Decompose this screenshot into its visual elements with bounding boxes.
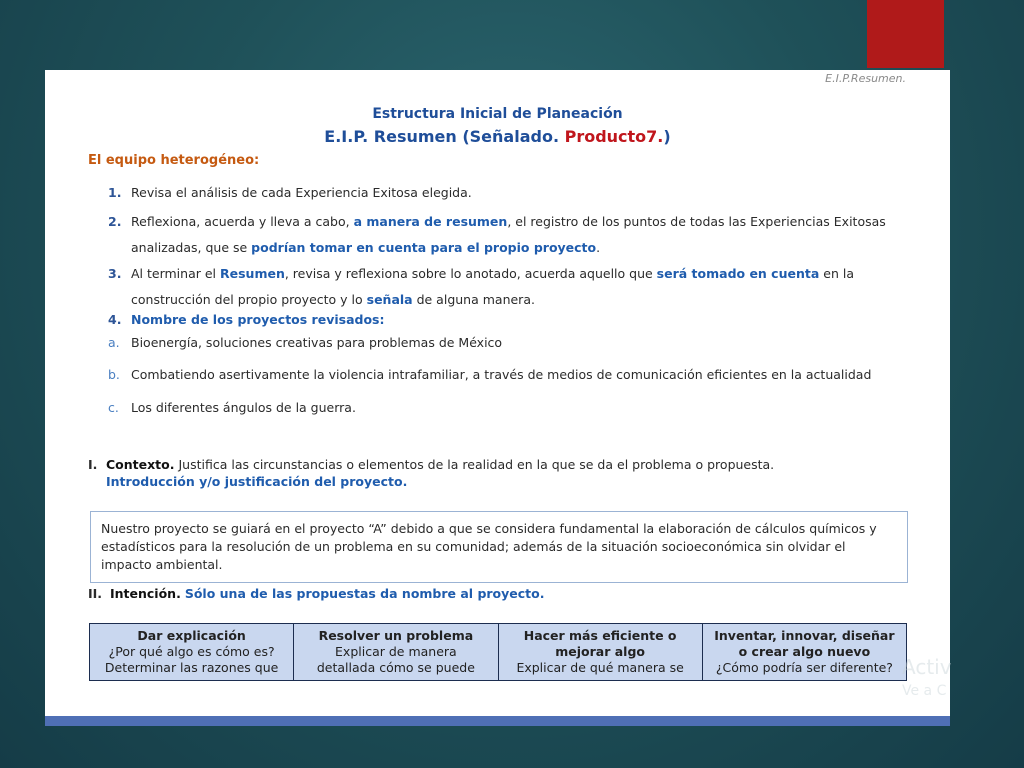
cell-heading: Hacer más eficiente o mejorar algo: [523, 628, 677, 659]
list-number: 1.: [108, 185, 122, 200]
cell-text: ¿Cómo podría ser diferente?: [715, 660, 893, 675]
list-item-4: [108, 312, 908, 327]
list-text: , revisa y reflexiona sobre lo anotado, acuerda aquello que: [284, 266, 657, 281]
highlight-text: podrían tomar en cuenta para el propio proyecto: [251, 240, 597, 255]
list-text: Al terminar el: [131, 266, 220, 281]
list-text: , el registro de los puntos de todas las Experiencias Exitosas: [507, 214, 886, 229]
section-subtitle: Introducción y/o justificación del proyecto.: [106, 474, 408, 489]
table-row: [90, 624, 907, 681]
document-subtitle: [45, 127, 950, 146]
cell-heading: Inventar, innovar, diseñar o crear algo nuevo: [714, 628, 895, 659]
section-text: Justifica las circunstancias o elementos de la realidad en la que se da el problema o propuesta.: [174, 457, 775, 472]
section-subtitle: Sólo una de las propuestas da nombre al proyecto.: [184, 586, 545, 601]
sub-item-a: [108, 335, 908, 350]
sub-item-c: [108, 400, 908, 415]
cell-text: Determinar las razones que: [104, 660, 279, 675]
document-bottom-bar: [45, 716, 950, 726]
list-text: .: [596, 240, 601, 255]
sub-item-b: [108, 367, 908, 382]
cell-text: ¿Por qué algo es cómo es?: [108, 644, 275, 659]
cell-heading: Resolver un problema: [318, 628, 474, 643]
list-text: construcción del propio proyecto y lo: [131, 292, 367, 307]
list-text: en la: [819, 266, 854, 281]
list-text: Combatiendo asertivamente la violencia intrafamiliar, a través de medios de comunicación eficientes en la actualidad: [131, 367, 872, 382]
highlight-text: Resumen: [220, 266, 285, 281]
table-cell-invent: [702, 624, 906, 681]
activation-watermark: Activ: [902, 655, 952, 679]
section-number: II.: [88, 586, 103, 601]
highlight-text: a manera de resumen: [353, 214, 508, 229]
list-letter: c.: [108, 400, 119, 415]
list-letter: b.: [108, 367, 120, 382]
list-number: 2.: [108, 214, 122, 229]
list-text: Bioenergía, soluciones creativas para problemas de México: [131, 335, 503, 350]
cell-heading: Dar explicación: [137, 628, 246, 643]
cell-text: Explicar de manera: [335, 644, 457, 659]
list-text: de alguna manera.: [412, 292, 535, 307]
list-text: Revisa el análisis de cada Experiencia Exitosa elegida.: [131, 185, 472, 200]
subtitle-blue: E.I.P. Resumen (Señalado.: [324, 127, 565, 146]
section-label: Intención.: [110, 586, 181, 601]
list-number: 3.: [108, 266, 122, 281]
table-cell-explain: [90, 624, 294, 681]
header-tag: E.I.P.Resumen.: [825, 72, 906, 85]
context-text-box: Nuestro proyecto se guiará en el proyecto “A” debido a que se considera fundamental la elaboración de cálculos químicos y estadísticos para la resolución de un problema en su comunidad; además de la situación socioeconómica sin olvidar el impacto ambiental.: [90, 511, 908, 583]
list-number: 4.: [108, 312, 122, 327]
highlight-text: señala: [366, 292, 413, 307]
team-subheading: El equipo heterogéneo:: [88, 153, 260, 168]
section-number: I.: [88, 457, 98, 472]
intention-table: [89, 623, 907, 681]
section-intention: [88, 586, 545, 601]
list-text: Nombre de los proyectos revisados:: [131, 312, 385, 327]
activation-watermark-sub: Ve a C: [902, 683, 947, 699]
subtitle-end: ): [663, 127, 671, 146]
list-text: analizadas, que se: [131, 240, 252, 255]
list-text: Los diferentes ángulos de la guerra.: [131, 400, 356, 415]
list-letter: a.: [108, 335, 120, 350]
subtitle-red: Producto7.: [564, 127, 664, 146]
table-cell-improve: [498, 624, 702, 681]
list-item-1: [108, 185, 908, 200]
section-label: Contexto.: [106, 457, 175, 472]
list-text: Reflexiona, acuerda y lleva a cabo,: [131, 214, 354, 229]
document-title: Estructura Inicial de Planeación: [372, 106, 623, 122]
list-item-3: [108, 261, 908, 313]
document-slide: [45, 70, 950, 720]
list-item-2: [108, 209, 908, 261]
section-context: [88, 456, 774, 490]
red-accent-block: [867, 0, 944, 68]
cell-text: detallada cómo se puede: [316, 660, 475, 675]
table-cell-solve: [294, 624, 498, 681]
cell-text: Explicar de qué manera se: [516, 660, 684, 675]
highlight-text: será tomado en cuenta: [656, 266, 820, 281]
